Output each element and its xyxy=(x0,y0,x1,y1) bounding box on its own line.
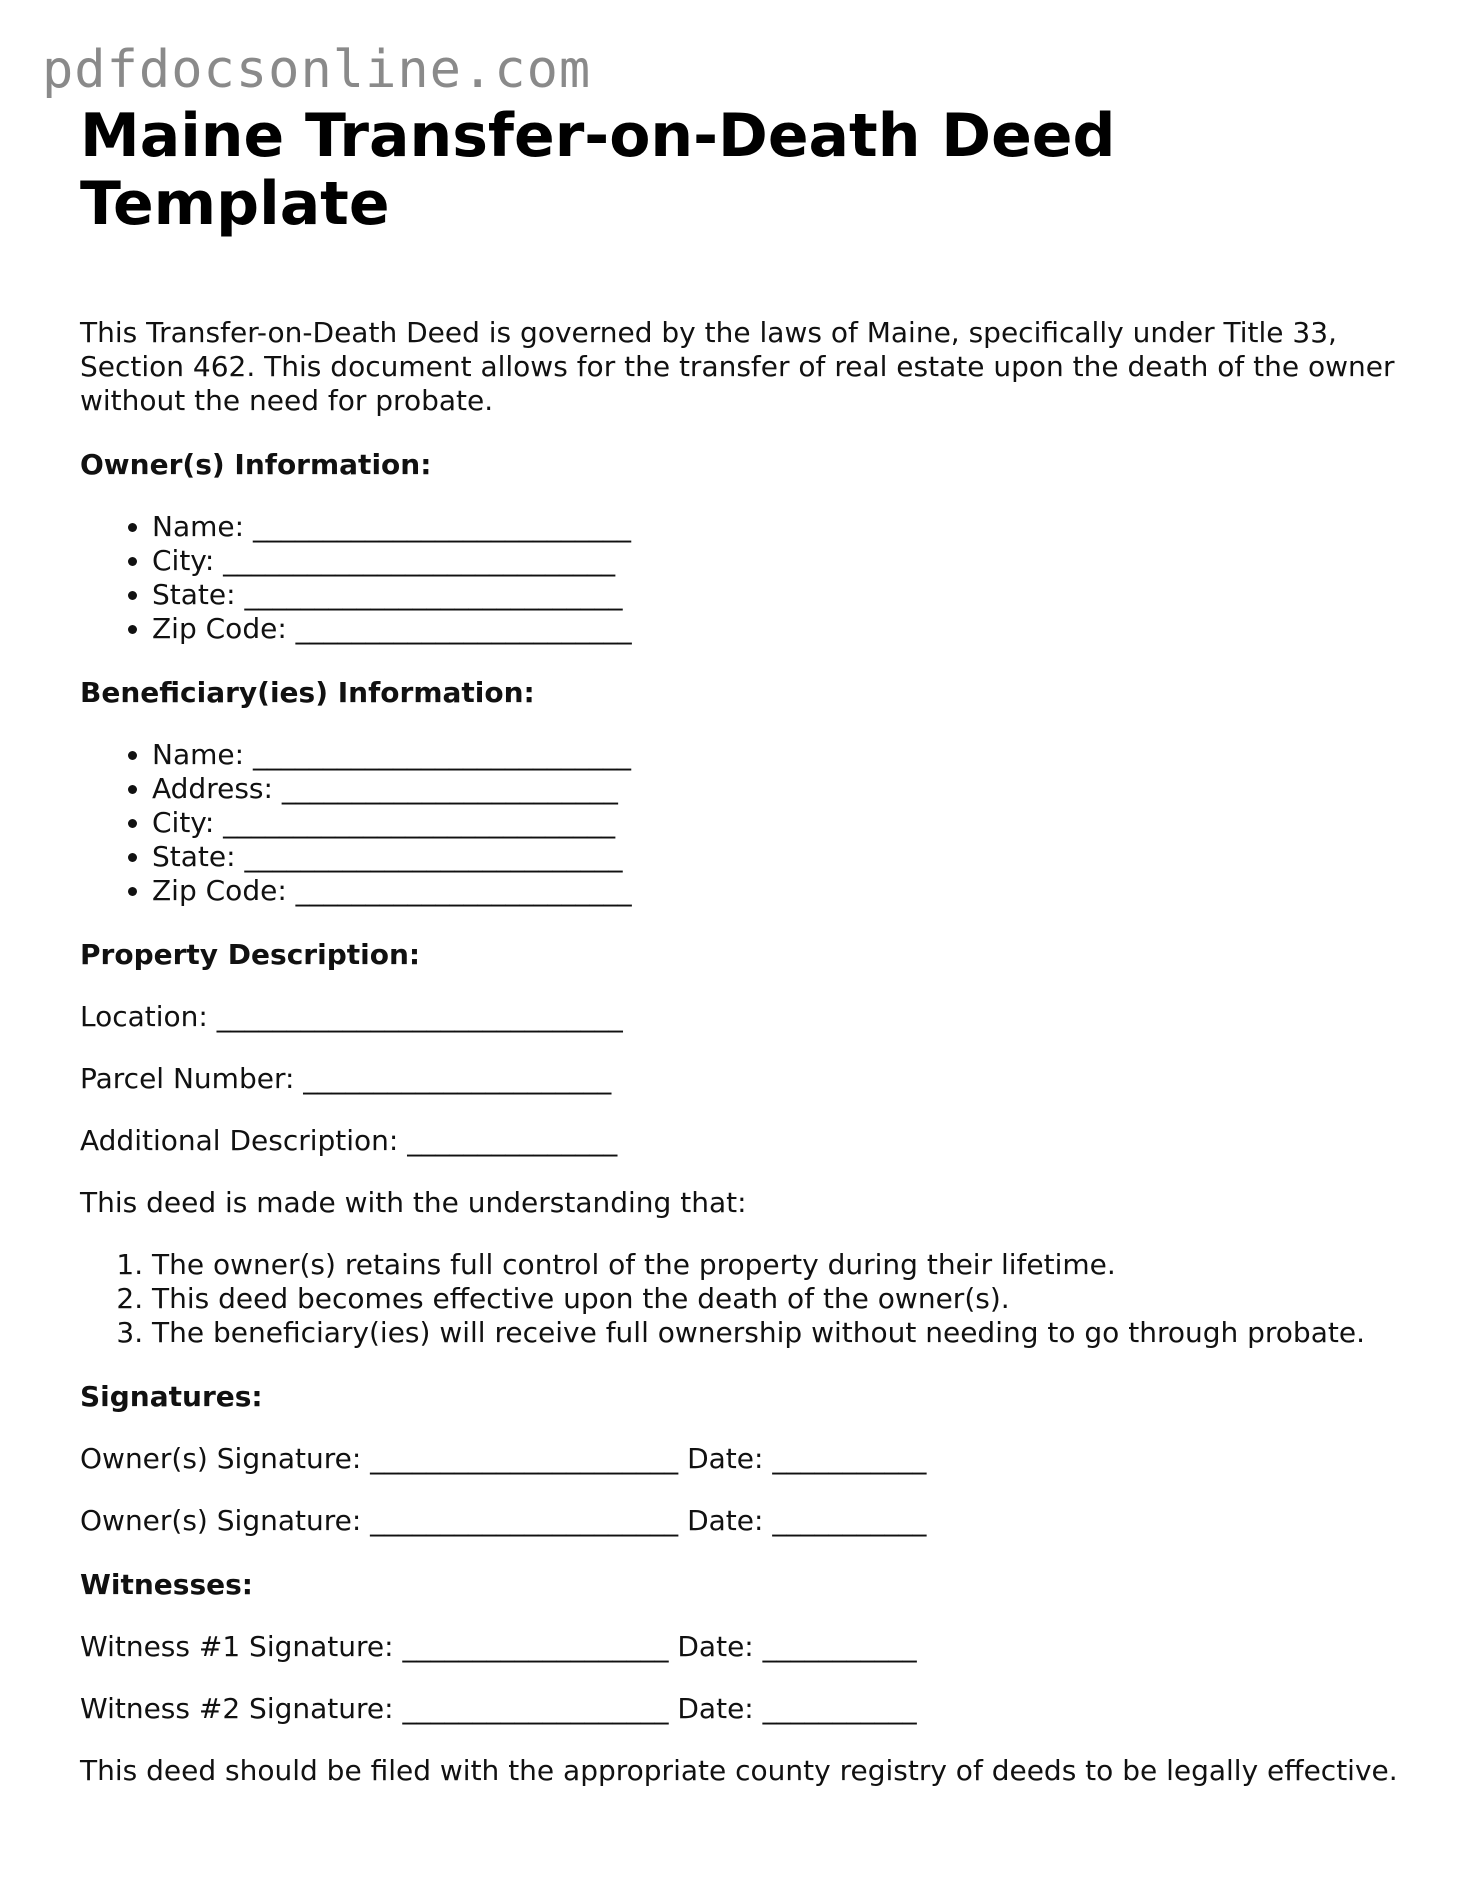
owner-state-field: • State: ___________________________ xyxy=(152,578,1400,612)
intro-paragraph: This Transfer-on-Death Deed is governed by the laws of Maine, specifically under Title 33, Section 462. This document allows for the transfer of real estate upon the death of the owner without the need for probate. xyxy=(80,316,1395,417)
owner-section-heading: Owner(s) Information: xyxy=(80,448,432,481)
witness-2-signature-line: Witness #2 Signature: ___________________ Date: ___________ xyxy=(80,1692,917,1725)
beneficiary-fields-list xyxy=(80,738,1400,908)
watermark: pdfdocsonline.com xyxy=(42,40,592,100)
understanding-item: 1. The owner(s) retains full control of the property during their lifetime. xyxy=(152,1248,1400,1282)
understanding-item: 2. This deed becomes effective upon the death of the owner(s). xyxy=(152,1282,1400,1316)
page-title: Maine Transfer-on-Death Deed Template xyxy=(80,101,1116,239)
beneficiary-address-field: • Address: ________________________ xyxy=(152,772,1400,806)
owner-signature-line: Owner(s) Signature: ______________________ Date: ___________ xyxy=(80,1504,927,1537)
property-section-heading: Property Description: xyxy=(80,938,421,971)
owner-signature-line: Owner(s) Signature: ______________________ Date: ___________ xyxy=(80,1442,927,1475)
owner-city-field: • City: ____________________________ xyxy=(152,544,1400,578)
beneficiary-zip-field: • Zip Code: ________________________ xyxy=(152,874,1400,908)
owner-fields-list xyxy=(80,510,1400,646)
beneficiary-section-heading: Beneficiary(ies) Information: xyxy=(80,676,535,709)
beneficiary-name-field: • Name: ___________________________ xyxy=(152,738,1400,772)
understanding-lead: This deed is made with the understanding that: xyxy=(80,1186,747,1219)
beneficiary-state-field: • State: ___________________________ xyxy=(152,840,1400,874)
witnesses-section-heading: Witnesses: xyxy=(80,1568,253,1601)
signatures-section-heading: Signatures: xyxy=(80,1380,263,1413)
property-location-field: Location: _____________________________ xyxy=(80,1000,623,1033)
beneficiary-city-field: • City: ____________________________ xyxy=(152,806,1400,840)
owner-name-field: • Name: ___________________________ xyxy=(152,510,1400,544)
understanding-list xyxy=(80,1248,1400,1350)
property-parcel-field: Parcel Number: ______________________ xyxy=(80,1062,612,1095)
property-additional-field: Additional Description: _______________ xyxy=(80,1124,618,1157)
witness-1-signature-line: Witness #1 Signature: ___________________ Date: ___________ xyxy=(80,1630,917,1663)
understanding-item: 3. The beneficiary(ies) will receive full ownership without needing to go through probate. xyxy=(152,1316,1400,1350)
closing-paragraph: This deed should be filed with the appropriate county registry of deeds to be legally effective. xyxy=(80,1754,1398,1787)
owner-zip-field: • Zip Code: ________________________ xyxy=(152,612,1400,646)
document-body xyxy=(80,102,1400,1788)
